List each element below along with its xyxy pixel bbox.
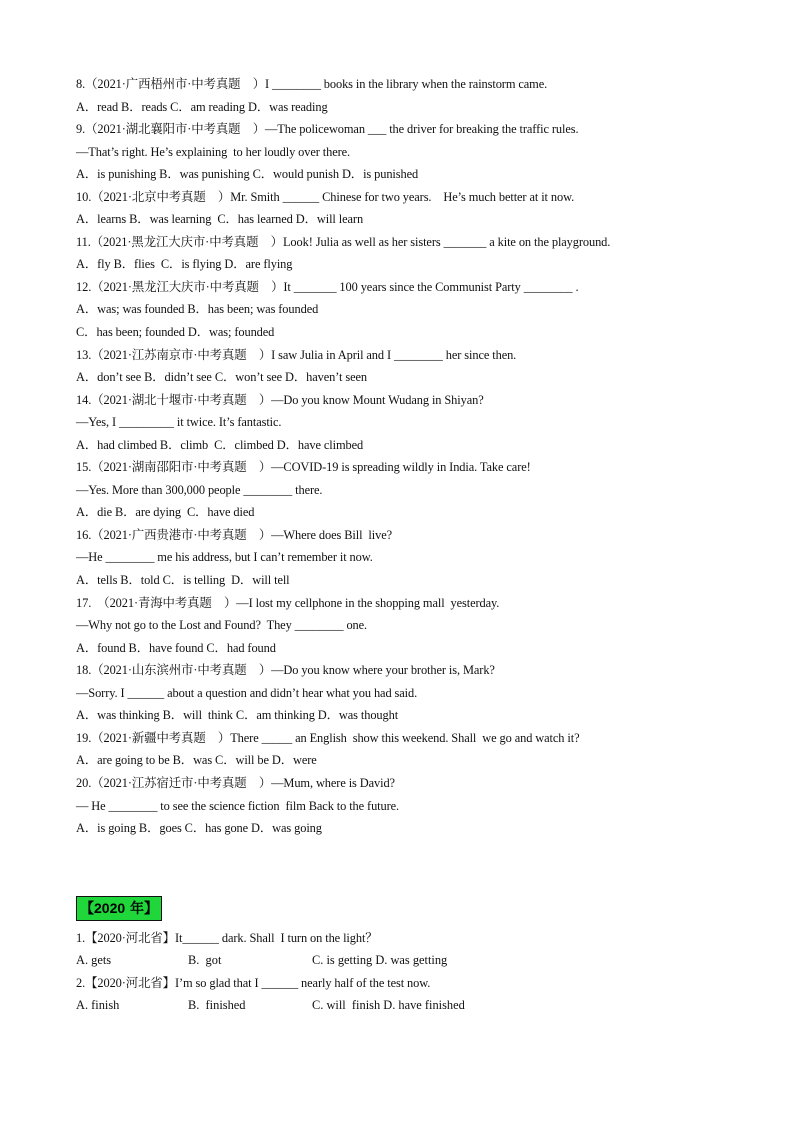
question-line: A．are going to be B．was C．will be D．were bbox=[76, 753, 317, 768]
question-line: 13.（2021·江苏南京市·中考真题 ）I saw Julia in April and I ________ her since then. bbox=[76, 347, 517, 362]
question-stem: 2.【2020·河北省】I’m so glad that I ______ nearly half of the test now. bbox=[76, 975, 431, 990]
question-line: A．fly B．flies C．is flying D．are flying bbox=[76, 257, 293, 272]
question-line: A．is going B．goes C．has gone D．was going bbox=[76, 821, 322, 836]
question-stem: 1.【2020·河北省】It______ dark. Shall I turn on the light？ bbox=[76, 930, 378, 945]
question-options: A. finish B. finished C. will finish D. have finished bbox=[76, 998, 465, 1013]
question-line: A．was thinking B．will think C．am thinking D．was thought bbox=[76, 708, 399, 723]
question-line: —He ________ me his address, but I can’t remember it now. bbox=[76, 550, 373, 565]
question-line: 12.（2021·黑龙江大庆市·中考真题 ）It _______ 100 years since the Communist Party ________ . bbox=[76, 279, 579, 294]
question-line: 15.（2021·湖南邵阳市·中考真题 ）—COVID-19 is spreading wildly in India. Take care! bbox=[76, 460, 531, 475]
question-line: 18.（2021·山东滨州市·中考真题 ）—Do you know where your brother is, Mark? bbox=[76, 663, 495, 678]
question-line: —That’s right. He’s explaining to her loudly over there. bbox=[76, 144, 351, 159]
question-line: A．learns B．was learning C．has learned D．will learn bbox=[76, 212, 364, 227]
question-line: A．read B．reads C．am reading D．was reading bbox=[76, 99, 328, 114]
question-line: A．was; was founded B．has been; was founded bbox=[76, 302, 319, 317]
question-line: 16.（2021·广西贵港市·中考真题 ）—Where does Bill live? bbox=[76, 527, 392, 542]
question-line: 20.（2021·江苏宿迁市·中考真题 ）—Mum, where is David? bbox=[76, 775, 395, 790]
question-line: A．is punishing B．was punishing C．would punish D．is punished bbox=[76, 167, 419, 182]
section-heading-2020: 【2020 年】 bbox=[76, 896, 162, 921]
question-line: 9.（2021·湖北襄阳市·中考真题 ）—The policewoman ___ the driver for breaking the traffic rules. bbox=[76, 122, 579, 137]
question-line: — He ________ to see the science fiction film Back to the future. bbox=[76, 798, 400, 813]
question-line: —Yes, I _________ it twice. It’s fantastic. bbox=[76, 415, 282, 430]
question-options: A. gets B. got C. is getting D. was getting bbox=[76, 953, 448, 968]
question-line: 14.（2021·湖北十堰市·中考真题 ）—Do you know Mount Wudang in Shiyan? bbox=[76, 392, 484, 407]
question-line: A．die B．are dying C．have died bbox=[76, 505, 255, 520]
document-page bbox=[76, 73, 736, 1017]
question-line: A．had climbed B．climb C．climbed D．have climbed bbox=[76, 437, 364, 452]
question-line: A．found B．have found C．had found bbox=[76, 640, 276, 655]
question-line: —Sorry. I ______ about a question and didn’t hear what you had said. bbox=[76, 685, 418, 700]
question-line: 11.（2021·黑龙江大庆市·中考真题 ）Look! Julia as well as her sisters _______ a kite on the playground. bbox=[76, 234, 611, 249]
question-line: 8.（2021·广西梧州市·中考真题 ）I ________ books in the library when the rainstorm came. bbox=[76, 77, 548, 91]
question-line: —Yes. More than 300,000 people ________ there. bbox=[76, 482, 323, 497]
question-line: —Why not go to the Lost and Found? They ________ one. bbox=[76, 618, 368, 633]
question-line: 17. （2021·青海中考真题 ）—I lost my cellphone in the shopping mall yesterday. bbox=[76, 595, 500, 610]
questions-2021 bbox=[76, 73, 736, 840]
question-line: C．has been; founded D．was; founded bbox=[76, 325, 275, 340]
question-line: 10.（2021·北京中考真题 ）Mr. Smith ______ Chinese for two years. He’s much better at it now. bbox=[76, 189, 575, 204]
question-line: A．tells B．told C．is telling D．will tell bbox=[76, 573, 290, 588]
question-line: 19.（2021·新疆中考真题 ）There _____ an English show this weekend. Shall we go and watch it? bbox=[76, 730, 580, 745]
question-line: A．don’t see B．didn’t see C．won’t see D．haven’t seen bbox=[76, 370, 367, 385]
